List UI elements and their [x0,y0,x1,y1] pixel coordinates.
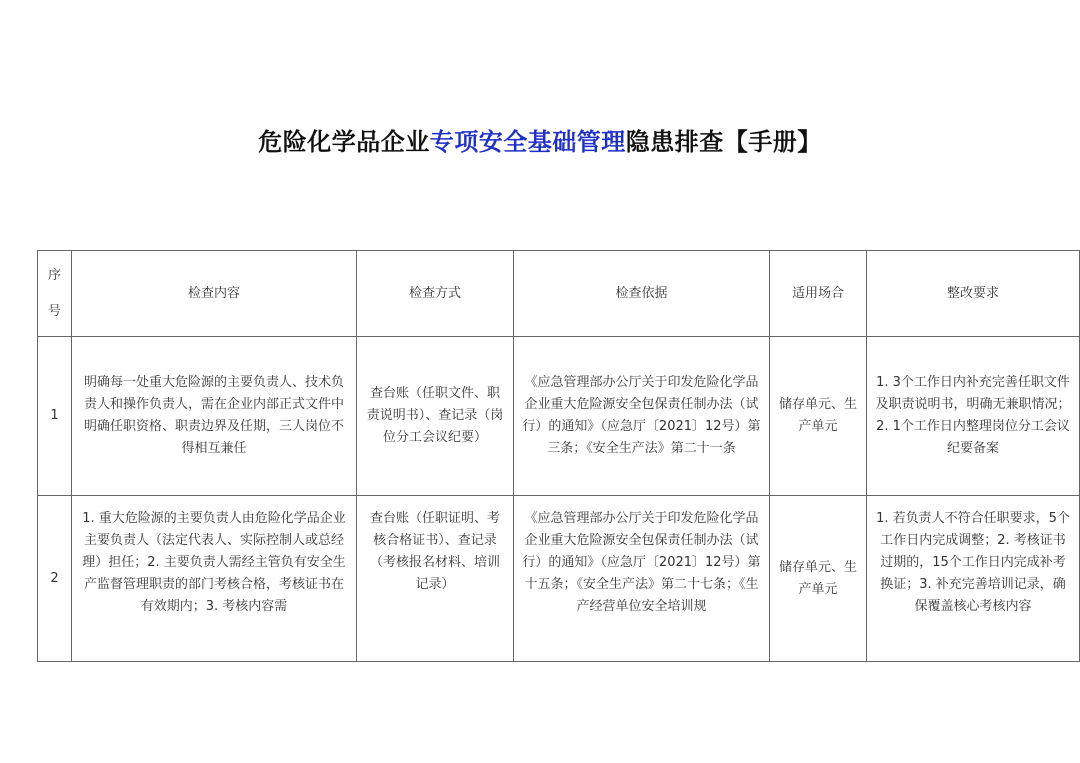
row-scope-text: 储存单元、生产单元 [778,559,857,597]
row-number: 2 [38,496,72,662]
title-part-1: 危险化学品企业 [258,128,430,156]
row-fix-text: 1. 3个工作日内补充完善任职文件及职责说明书，明确无兼职情况；2. 1个工作日内整理岗位分工会议纪要备案 [875,375,1071,456]
page-title [0,122,1080,157]
title-highlight: 专项安全基础管理 [429,128,626,156]
row-basis-text: 《应急管理部办公厅关于印发危险化学品企业重大危险源安全包保责任制办法（试行）的通知》（应急厅〔2021〕12号）第十五条；《安全生产法》第二十七条；《生产经营单位安全培训规 [522,511,761,614]
row-basis [514,496,770,662]
row-method [357,496,514,662]
header-no-line-2: 号 [47,303,61,319]
row-scope [770,496,867,662]
table-header-row [38,251,1080,337]
row-method [357,337,514,496]
row-method-text: 查台账（任职证明、考核合格证书）、查记录（考核报名材料、培训记录） [369,511,500,592]
header-no [38,251,72,337]
inspection-table [37,250,1080,662]
header-fix: 整改要求 [867,251,1080,337]
table-row [38,496,1080,662]
row-scope [770,337,867,496]
row-basis-text: 《应急管理部办公厅关于印发危险化学品企业重大危险源安全包保责任制办法（试行）的通知》（应急厅〔2021〕12号）第三条；《安全生产法》第二十一条 [522,375,761,456]
row-method-text: 查台账（任职文件、职责说明书）、查记录（岗位分工会议纪要） [366,386,504,445]
header-scope: 适用场合 [770,251,867,337]
table-row [38,337,1080,496]
row-content-text: 1. 重大危险源的主要负责人由危险化学品企业主要负责人（法定代表人、实际控制人或总经理）担任；2. 主要负责人需经主管负有安全生产监督管理职责的部门考核合格，考核证书在有效期内；3. 考核内容需 [82,511,346,614]
row-fix [867,337,1080,496]
row-content [72,337,357,496]
header-method: 检查方式 [357,251,514,337]
header-no-line-1: 序 [47,267,61,283]
row-number: 1 [38,337,72,496]
row-fix [867,496,1080,662]
row-scope-text: 储存单元、生产单元 [778,397,857,434]
header-content: 检查内容 [72,251,357,337]
row-content [72,496,357,662]
row-content-text: 明确每一处重大危险源的主要负责人、技术负责人和操作负责人，需在企业内部正式文件中明确任职资格、职责边界及任期，三人岗位不得相互兼任 [83,375,344,456]
row-basis [514,337,770,496]
row-fix-text: 1. 若负责人不符合任职要求，5个工作日内完成调整；2. 考核证书过期的，15个工作日内完成补考换证；3. 补充完善培训记录，确保覆盖核心考核内容 [876,511,1070,614]
header-basis: 检查依据 [514,251,770,337]
title-part-3: 隐患排查【手册】 [625,128,822,156]
